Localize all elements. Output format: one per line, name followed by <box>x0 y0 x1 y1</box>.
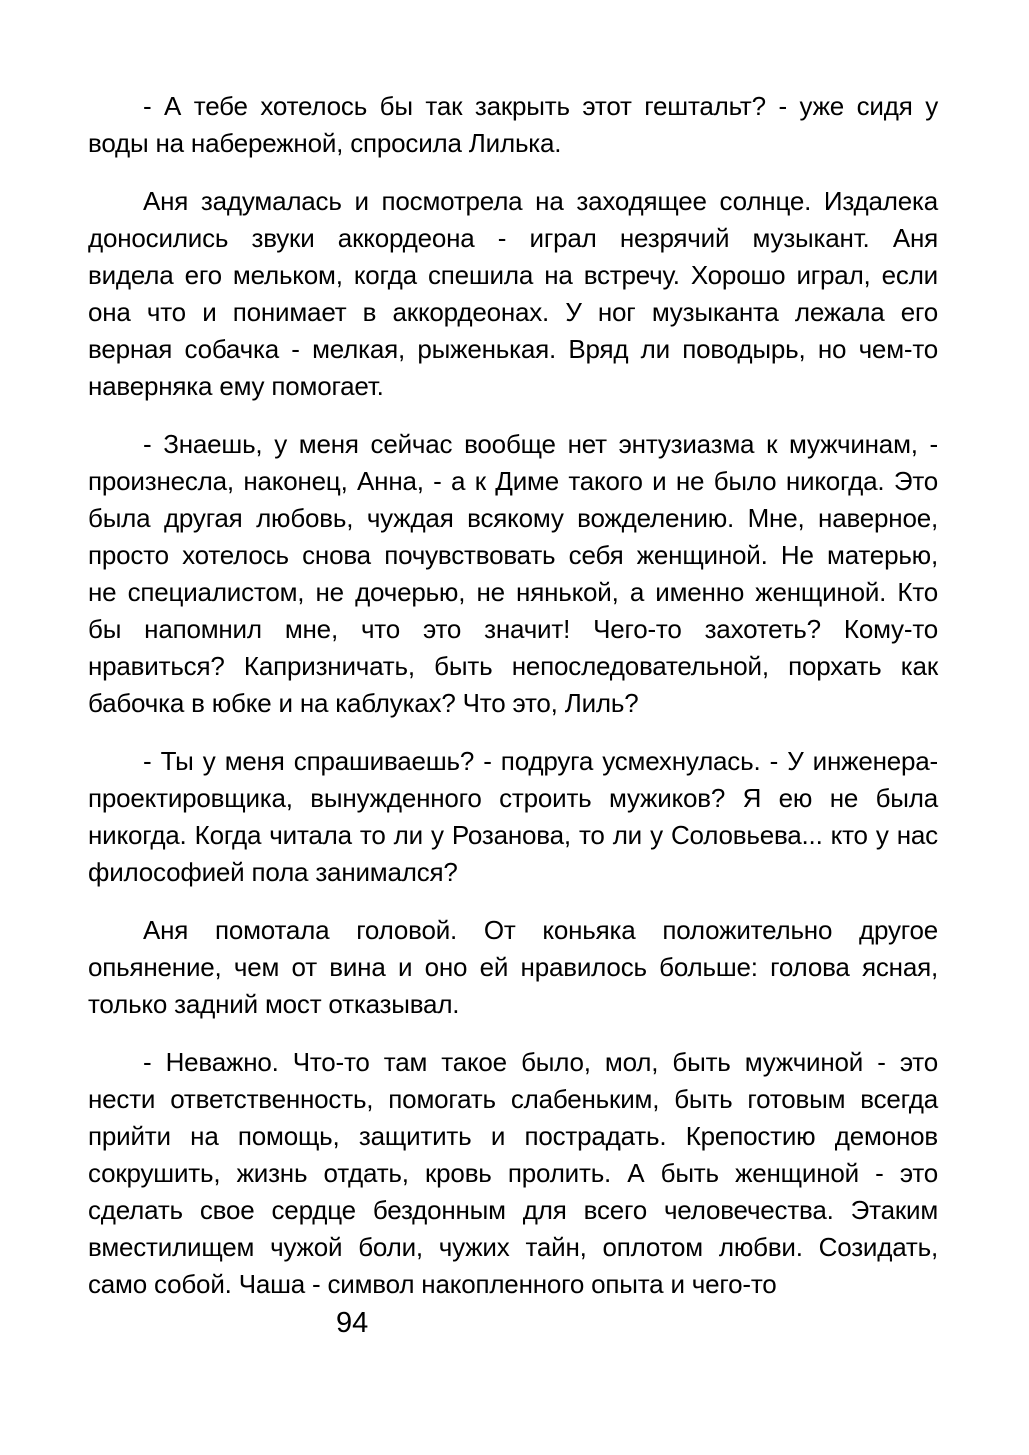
text-line: бабочка в юбке и на каблуках? Что это, Лиль? <box>88 688 639 718</box>
paragraph <box>88 743 938 891</box>
paragraph <box>88 1044 938 1303</box>
text-line: - Знаешь, у меня сейчас вообще нет энтузиазма к мужчинам, - <box>143 429 938 459</box>
text-line: никогда. Когда читала то ли у Розанова, то ли у Соловьева... кто у нас <box>88 820 938 850</box>
paragraph <box>88 183 938 405</box>
text-line: верная собачка - мелкая, рыженькая. Вряд ли поводырь, но чем-то <box>88 334 938 364</box>
text-line: - Неважно. Что-то там такое было, мол, быть мужчиной - это <box>143 1047 938 1077</box>
text-line: не специалистом, не дочерью, не нянькой, а именно женщиной. Кто <box>88 577 938 607</box>
text-line: сокрушить, жизнь отдать, кровь пролить. А быть женщиной - это <box>88 1158 938 1188</box>
text-line: Аня помотала головой. От коньяка положительно другое <box>143 915 938 945</box>
text-line: - Ты у меня спрашиваешь? - подруга усмехнулась. - У инженера- <box>143 746 938 776</box>
text-line: проектировщика, вынужденного строить мужиков? Я ею не была <box>88 783 938 813</box>
text-line: была другая любовь, чуждая всякому вожделению. Мне, наверное, <box>88 503 938 533</box>
paragraph <box>88 912 938 1023</box>
text-line: сделать свое сердце бездонным для всего человечества. Этаким <box>88 1195 938 1225</box>
text-line: наверняка ему помогает. <box>88 371 384 401</box>
text-line: бы напомнил мне, что это значит! Чего-то захотеть? Кому-то <box>88 614 938 644</box>
text-line: только задний мост отказывал. <box>88 989 460 1019</box>
text-line: она что и понимает в аккордеонах. У ног музыканта лежала его <box>88 297 938 327</box>
text-line: прийти на помощь, защитить и пострадать. Крепостию демонов <box>88 1121 938 1151</box>
text-block <box>88 88 938 1324</box>
text-line: Аня задумалась и посмотрела на заходящее солнце. Издалека <box>143 186 938 216</box>
page-number: 94 <box>336 1307 369 1339</box>
paragraph <box>88 426 938 722</box>
text-line: нравиться? Капризничать, быть непоследовательной, порхать как <box>88 651 938 681</box>
text-line: философией пола занимался? <box>88 857 458 887</box>
text-line: вместилищем чужой боли, чужих тайн, оплотом любви. Созидать, <box>88 1232 938 1262</box>
paragraph <box>88 88 938 162</box>
text-line: опьянение, чем от вина и оно ей нравилось больше: голова ясная, <box>88 952 938 982</box>
text-line: воды на набережной, спросила Лилька. <box>88 128 562 158</box>
text-line: нести ответственность, помогать слабеньким, быть готовым всегда <box>88 1084 938 1114</box>
text-line: - А тебе хотелось бы так закрыть этот гештальт? - уже сидя у <box>143 91 938 121</box>
text-line: просто хотелось снова почувствовать себя женщиной. Не матерью, <box>88 540 938 570</box>
text-line: видела его мельком, когда спешила на встречу. Хорошо играл, если <box>88 260 938 290</box>
text-line: произнесла, наконец, Анна, - а к Диме такого и не было никогда. Это <box>88 466 938 496</box>
text-line: доносились звуки аккордеона - играл незрячий музыкант. Аня <box>88 223 938 253</box>
text-line: само собой. Чаша - символ накопленного опыта и чего-то <box>88 1269 777 1299</box>
